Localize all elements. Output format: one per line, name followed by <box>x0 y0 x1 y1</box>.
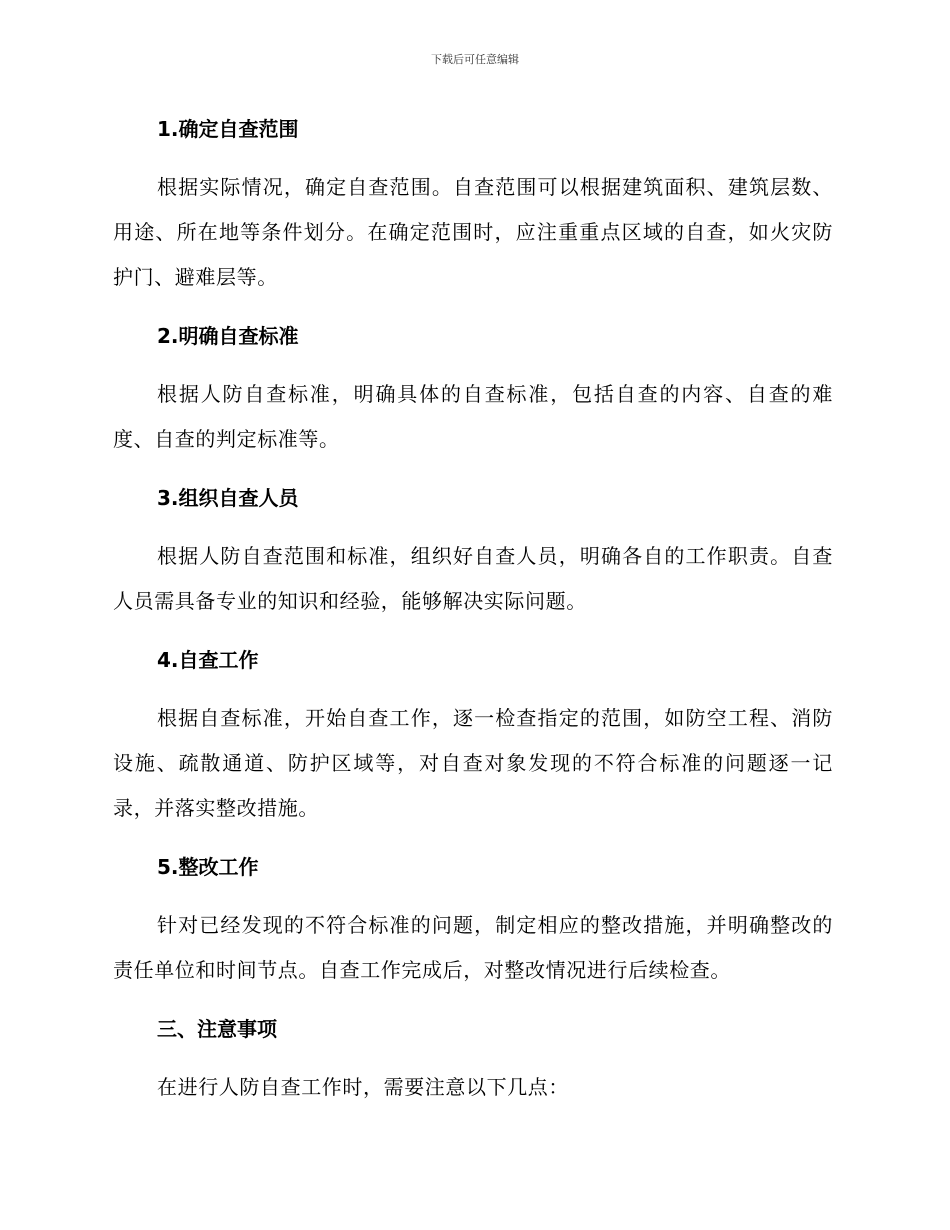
section-heading-2: 2.明确自查标准 <box>157 324 299 348</box>
section-paragraph-2: 根据人防自查标准，明确具体的自查标准，包括自查的内容、自查的难度、自查的判定标准等。 <box>113 382 833 451</box>
section-heading-notes: 三、注意事项 <box>157 1017 277 1041</box>
section-paragraph-3: 根据人防自查范围和标准，组织好自查人员，明确各自的工作职责。自查人员需具备专业的知识和经验，能够解决实际问题。 <box>113 544 833 613</box>
section-paragraph-notes: 在进行人防自查工作时，需要注意以下几点： <box>157 1075 569 1099</box>
section-paragraph-4: 根据自查标准，开始自查工作，逐一检查指定的范围，如防空工程、消防设施、疏散通道、防护区域等，对自查对象发现的不符合标准的问题逐一记录，并落实整改措施。 <box>113 706 833 820</box>
document-body <box>113 113 833 1110</box>
page-header: 下载后可任意编辑 <box>431 53 519 66</box>
section-heading-4: 4.自查工作 <box>157 648 259 672</box>
section-heading-1: 1.确定自查范围 <box>157 117 299 141</box>
section-heading-3: 3.组织自查人员 <box>157 486 299 510</box>
section-paragraph-1: 根据实际情况，确定自查范围。自查范围可以根据建筑面积、建筑层数、用途、所在地等条件划分。在确定范围时，应注重重点区域的自查，如火灾防护门、避难层等。 <box>113 175 833 289</box>
section-paragraph-5: 针对已经发现的不符合标准的问题，制定相应的整改措施，并明确整改的责任单位和时间节点。自查工作完成后，对整改情况进行后续检查。 <box>113 913 833 982</box>
section-heading-5: 5.整改工作 <box>157 855 259 879</box>
